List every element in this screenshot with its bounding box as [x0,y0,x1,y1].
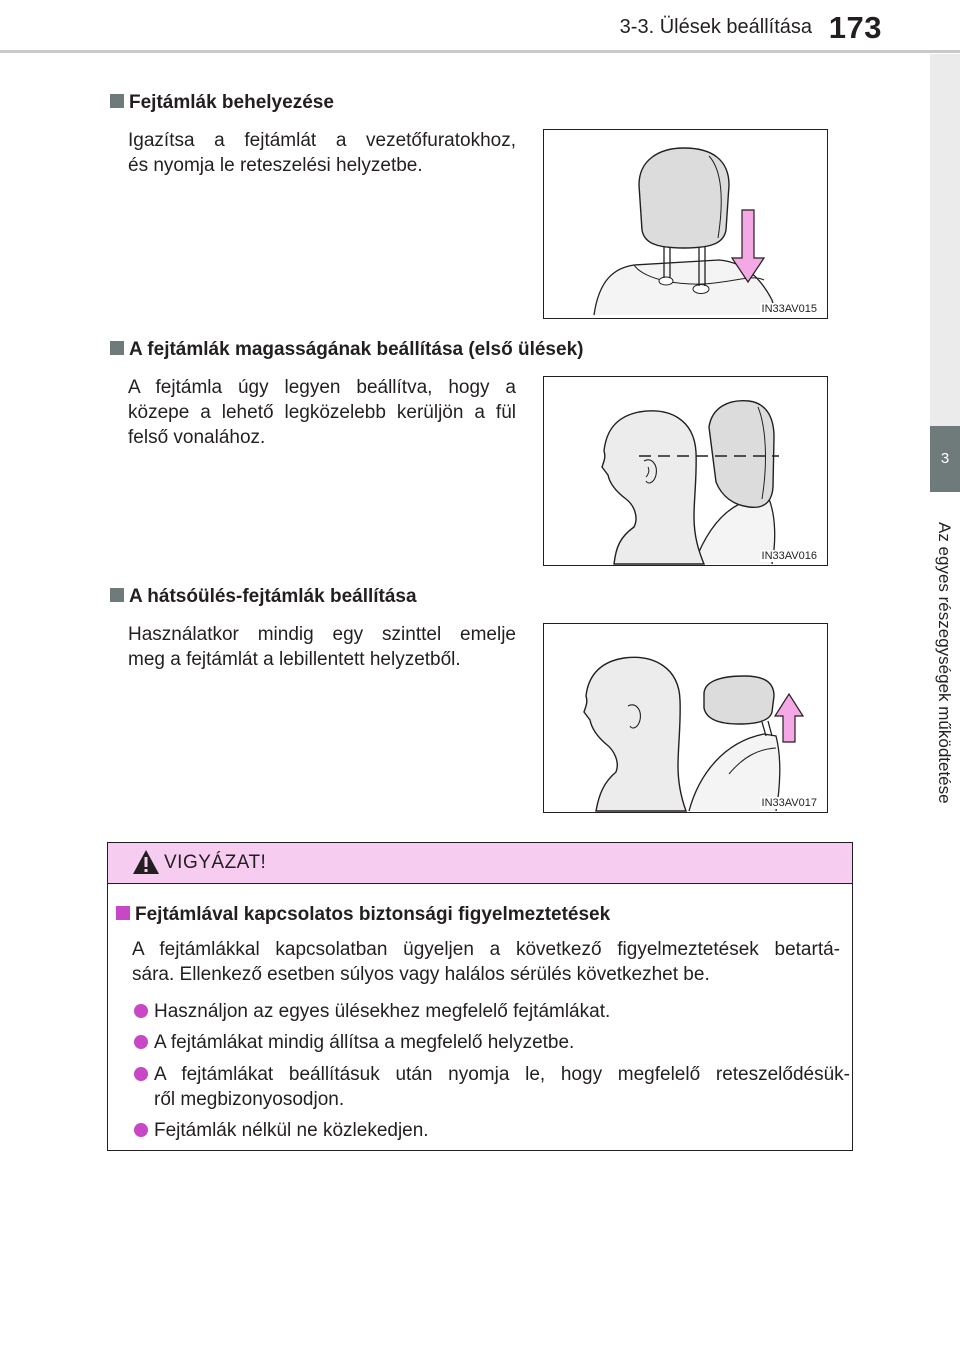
section-text-2: A fejtámla úgy legyen beállítva, hogy a közepe a lehető legközelebb kerüljön a fül felső vonalához. [128,377,516,448]
warning-title: VIGYÁZAT! [164,852,267,873]
warning-bullet-2: A fejtámlákat mindig állítsa a megfelelő helyzetbe. [134,1030,850,1055]
side-tab-background [930,54,960,426]
figure-label-3: IN33AV017 [761,797,817,809]
figure-rear-headrest [543,623,828,813]
warning-triangle-icon [132,848,160,876]
section-text-3: Használatkor mindig egy szinttel emelje meg a fejtámlát a lebillentett helyzetből. [128,624,516,670]
figure-label-2: IN33AV016 [761,550,817,562]
page-number: 173 [828,10,882,45]
bullet-dot-icon [134,1067,148,1081]
chapter-title: Az egyes részegységek működtetése [935,522,954,804]
running-header-title: 3-3. Ülések beállítása [619,16,812,38]
warning-heading: Fejtámlával kapcsolatos biztonsági figyelmeztetések [116,904,610,926]
chapter-title-tab [930,492,960,852]
warning-header [108,843,852,884]
warning-intro: A fejtámlákkal kapcsolatban ügyeljen a következő figyelmeztetések betartá- sára. Ellenkező esetben súlyos vagy halálos sérülés következhet be. [132,939,840,985]
square-bullet-icon [116,906,130,920]
square-bullet-icon [110,94,124,108]
figure-headrest-insert [543,129,828,319]
bullet-dot-icon [134,1123,148,1137]
warning-box [107,842,853,1151]
rear-headrest-illustration [544,624,827,812]
warning-bullet-1: Használjon az egyes ülésekhez megfelelő fejtámlákat. [134,999,850,1024]
warning-bullet-3: A fejtámlákat beállításuk után nyomja le, hogy megfelelő reteszelődésük- ről megbizonyosodjon. [134,1062,850,1112]
section-heading-3: A hátsóülés-fejtámlák beállítása [110,586,417,608]
bullet-dot-icon [134,1004,148,1018]
section-heading-1: Fejtámlák behelyezése [110,92,334,114]
section-heading-2: A fejtámlák magasságának beállítása (első ülések) [110,339,583,361]
section-text-1: Igazítsa a fejtámlát a vezetőfuratokhoz, és nyomja le reteszelési helyzetbe. [128,130,516,176]
figure-headrest-height [543,376,828,566]
square-bullet-icon [110,341,124,355]
header-rule [0,50,960,53]
square-bullet-icon [110,588,124,602]
bullet-dot-icon [134,1035,148,1049]
figure-label-1: IN33AV015 [761,303,817,315]
chapter-number-tab: 3 [930,426,960,492]
headrest-insert-illustration [544,130,827,318]
headrest-height-illustration [544,377,827,565]
warning-bullet-4: Fejtámlák nélkül ne közlekedjen. [134,1118,850,1143]
